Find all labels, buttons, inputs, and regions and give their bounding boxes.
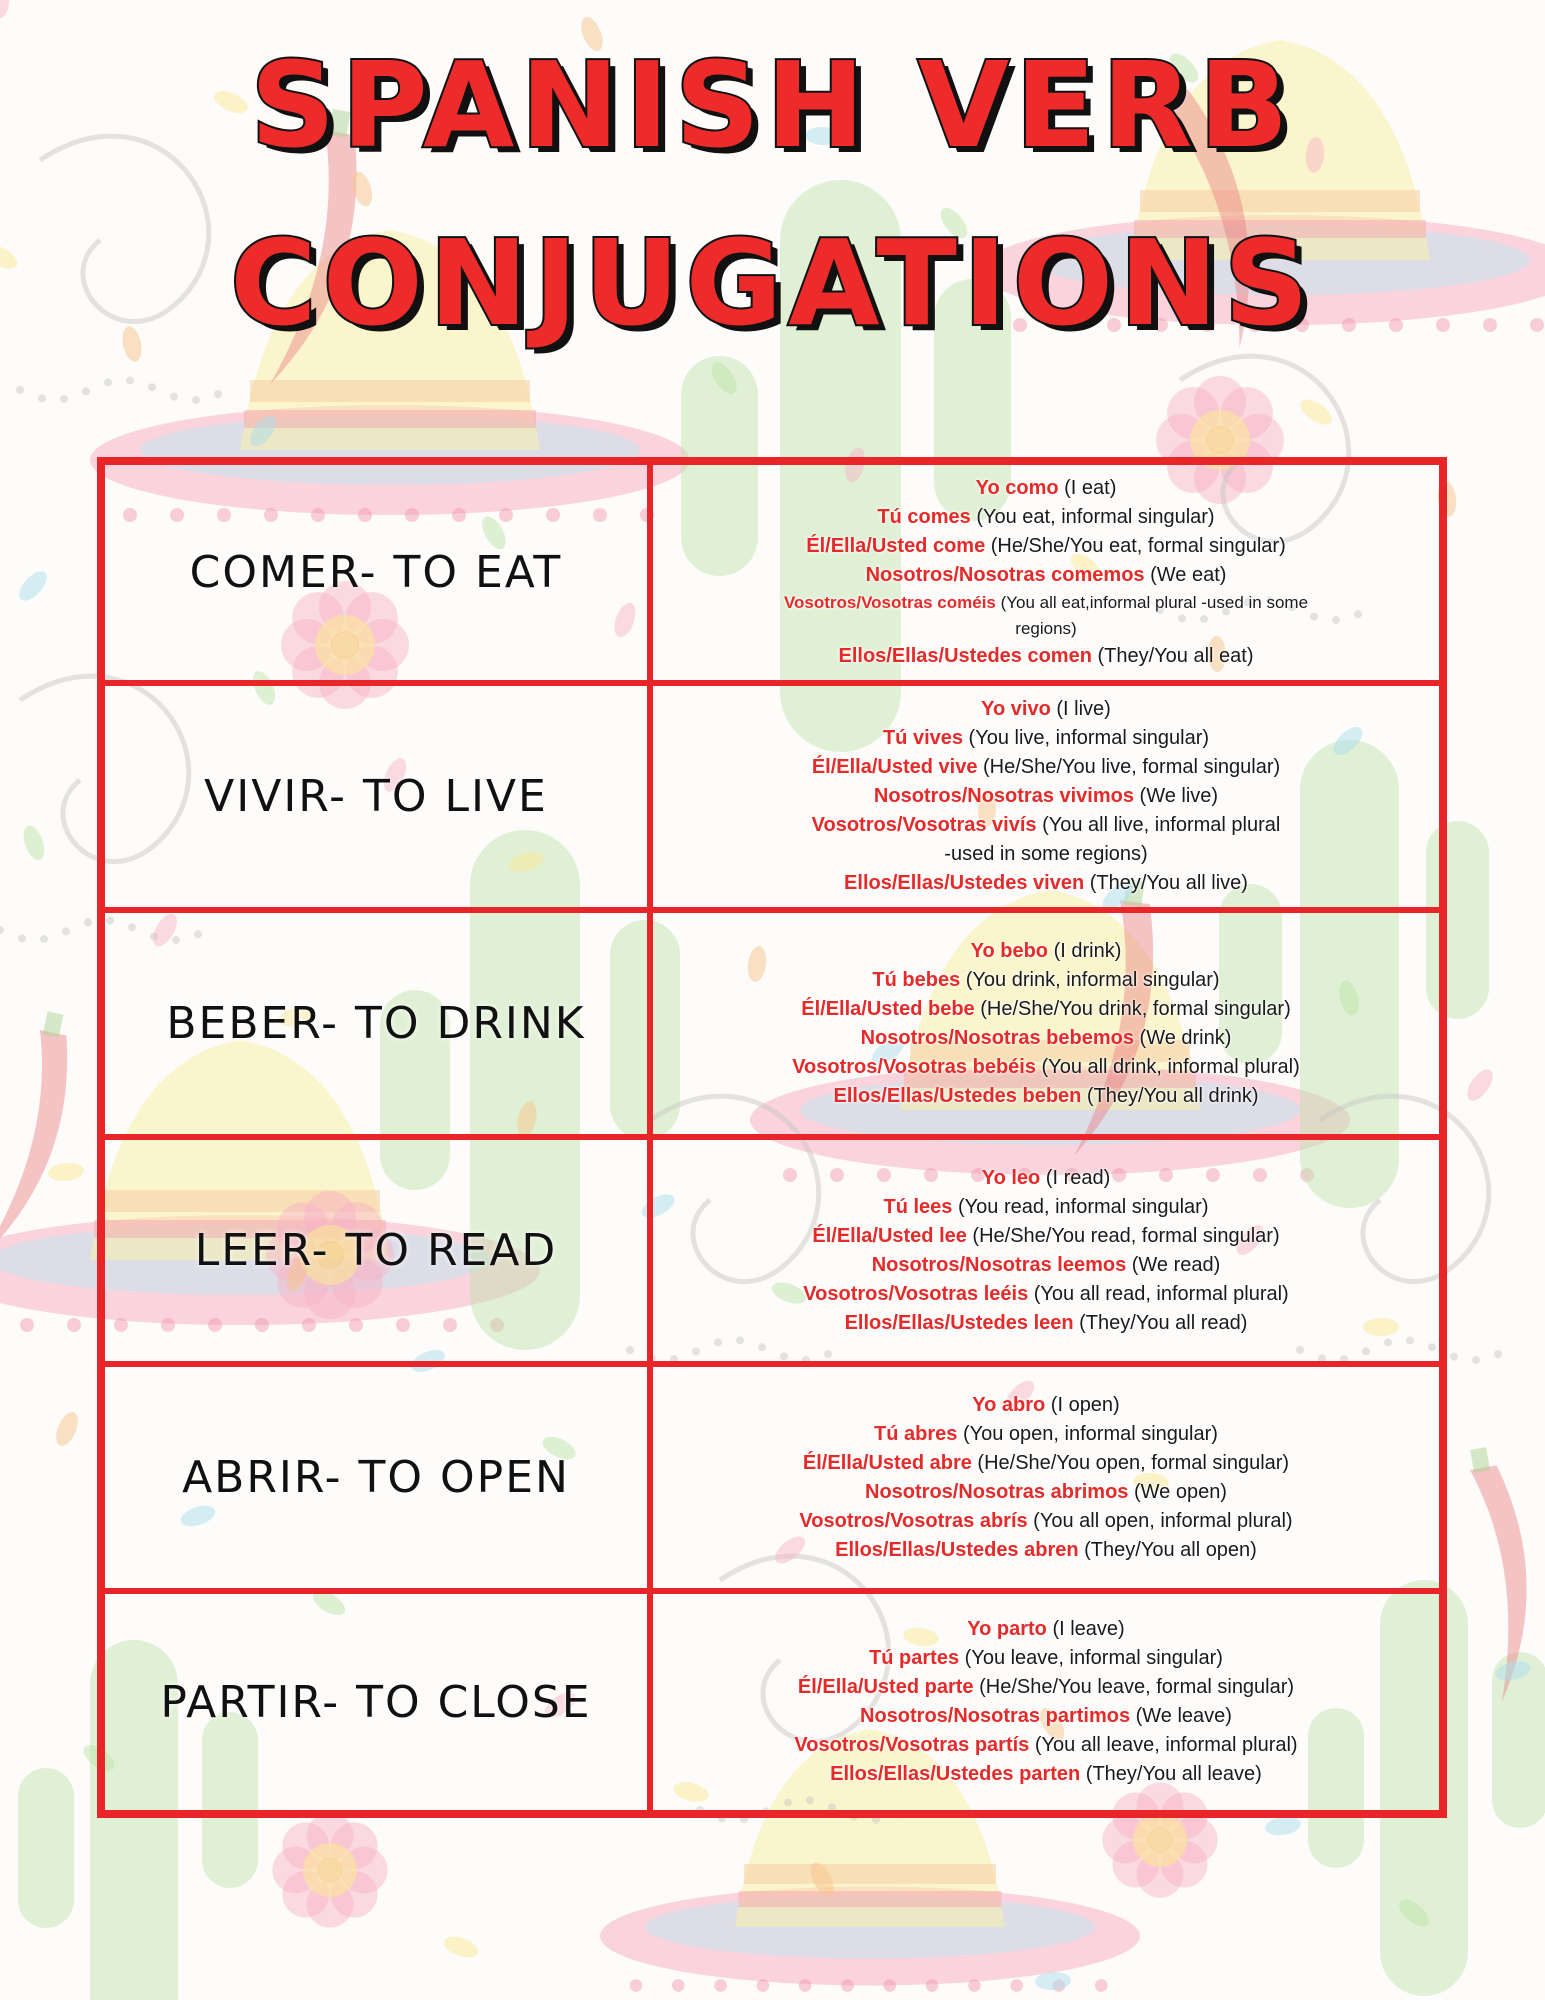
spanish-form: Tú vives [882,727,963,749]
conjugation-line [976,474,1117,503]
english-gloss: (You read, informal singular) [952,1195,1209,1218]
conjugation-line [812,811,1281,840]
spanish-form: Tú lees [883,1195,953,1218]
verb-cell [102,462,650,683]
english-gloss: (You all eat,informal plural -used in some [995,593,1309,612]
conjugation-line [865,1478,1227,1507]
english-gloss: (He/She/You live, formal singular) [977,756,1281,778]
spanish-form: Él/Ella/Usted lee [812,1224,967,1247]
spanish-form: Tú partes [869,1647,960,1669]
spanish-form: Yo parto [967,1618,1047,1640]
spanish-form: Ellos/Ellas/Ustedes parten [830,1763,1081,1785]
title-line-2: CONJUGATIONS [230,214,1315,352]
english-gloss: (They/You all eat) [1091,645,1254,667]
spanish-form: Yo leo [981,1166,1041,1189]
title-line-1: SPANISH VERB [250,36,1295,174]
spanish-form: Él/Ella/Usted bebe [801,997,975,1020]
english-gloss: (We leave) [1130,1705,1232,1727]
verb-name: VIVIR- TO LIVE [204,771,548,822]
conjugation-line [798,1673,1294,1702]
verb-cell [102,1137,650,1364]
english-gloss: (He/She/You read, formal singular) [966,1224,1280,1247]
verb-name: LEER- TO READ [194,1225,558,1276]
conjugation-line [835,1536,1257,1565]
conjugation-cell [650,683,1442,910]
conjugation-line [803,1449,1289,1478]
conjugation-line [874,1420,1218,1449]
english-gloss: (We live) [1133,785,1219,807]
english-gloss: (You open, informal singular) [957,1422,1218,1445]
verb-cell [102,683,650,910]
conjugation-line [860,1702,1232,1731]
conjugation-line [866,561,1227,590]
english-gloss: (You leave, informal singular) [959,1647,1223,1669]
spanish-form: Ellos/Ellas/Ustedes viven [844,872,1085,894]
english-gloss: (They/You all live) [1084,872,1248,894]
english-gloss: (He/She/You drink, formal singular) [974,997,1291,1020]
conjugation-line [872,1251,1221,1280]
conjugation-line [944,840,1147,869]
spanish-form: Yo como [975,477,1059,499]
conjugation-line [830,1760,1262,1789]
spanish-form: Nosotros/Nosotras vivimos [873,785,1134,807]
verb-name: PARTIR- TO CLOSE [160,1676,592,1728]
conjugation-line [883,724,1209,753]
english-gloss: (He/She/You leave, formal singular) [973,1676,1295,1698]
conjugation-line [982,1164,1111,1193]
conjugation-line [874,782,1218,811]
conjugation-line [1015,616,1076,642]
spanish-form: Nosotros/Nosotras bebemos [860,1026,1134,1049]
conjugation-line [972,1391,1119,1420]
english-gloss: (I read) [1040,1166,1111,1189]
conjugation-line [861,1024,1232,1053]
conjugation-cell [650,1591,1442,1813]
spanish-form: Vosotros/Vosotras vivís [811,814,1037,836]
conjugation-line [845,1309,1248,1338]
verb-cell [102,1591,650,1813]
conjugation-cell [650,910,1442,1137]
english-gloss: (We read) [1126,1253,1221,1276]
english-gloss: (I leave) [1046,1618,1125,1640]
english-gloss: (He/She/You eat, formal singular) [985,535,1286,557]
english-gloss: (They/You all leave) [1080,1763,1262,1785]
conjugation-cell [650,462,1442,683]
english-gloss: (We drink) [1133,1026,1232,1049]
english-gloss: (I drink) [1048,939,1122,962]
verb-name: COMER- TO EAT [189,547,563,598]
conjugation-line [794,1731,1297,1760]
english-gloss: regions) [1015,619,1077,638]
spanish-form: Ellos/Ellas/Ustedes leen [844,1311,1074,1334]
spanish-form: Ellos/Ellas/Ustedes abren [835,1538,1079,1561]
conjugation-line [803,1280,1288,1309]
spanish-form: Nosotros/Nosotras partimos [860,1705,1131,1727]
spanish-form: Yo vivo [981,698,1051,720]
conjugation-line [806,532,1286,561]
conjugation-line [838,642,1253,671]
english-gloss: (They/You all drink) [1081,1084,1259,1107]
spanish-form: Nosotros/Nosotras abrimos [865,1480,1129,1503]
english-gloss: (I eat) [1058,477,1117,499]
conjugation-line [981,695,1111,724]
conjugation-line [967,1615,1124,1644]
spanish-form: Vosotros/Vosotras coméis [783,593,996,612]
spanish-form: Vosotros/Vosotras leéis [803,1282,1029,1305]
verb-name: BEBER- TO DRINK [166,998,586,1049]
conjugation-line [971,937,1122,966]
spanish-form: Él/Ella/Usted vive [811,756,978,778]
verb-name: ABRIR- TO OPEN [182,1452,570,1503]
conjugation-line [812,1222,1279,1251]
verb-cell [102,910,650,1137]
spanish-form: Nosotros/Nosotras leemos [871,1253,1127,1276]
english-gloss: (You drink, informal singular) [960,968,1220,991]
english-gloss: (They/You all read) [1073,1311,1248,1334]
english-gloss: (They/You all open) [1078,1538,1257,1561]
spanish-form: Yo abro [972,1393,1046,1416]
english-gloss: -used in some regions) [944,843,1148,865]
english-gloss: (You all open, informal plural) [1027,1509,1293,1532]
english-gloss: (You eat, informal singular) [970,506,1215,528]
conjugation-cell [650,1364,1442,1591]
spanish-form: Ellos/Ellas/Ustedes comen [838,645,1092,667]
spanish-form: Tú abres [874,1422,958,1445]
english-gloss: (He/She/You open, formal singular) [971,1451,1290,1474]
conjugation-line [884,1193,1209,1222]
conjugation-line [792,1053,1300,1082]
english-gloss: (You all read, informal plural) [1028,1282,1289,1305]
english-gloss: (You live, informal singular) [963,727,1210,749]
english-gloss: (We eat) [1144,564,1227,586]
spanish-form: Vosotros/Vosotras partís [794,1734,1030,1756]
spanish-form: Tú bebes [872,968,961,991]
conjugation-line [812,753,1280,782]
conjugation-line [872,966,1219,995]
spanish-form: Yo bebo [970,939,1049,962]
spanish-form: Tú comes [877,506,971,528]
spanish-form: Él/Ella/Usted come [806,535,986,557]
conjugation-cell [650,1137,1442,1364]
spanish-form: Ellos/Ellas/Ustedes beben [833,1084,1082,1107]
english-gloss: (I open) [1045,1393,1120,1416]
conjugation-table [97,457,1447,1818]
conjugation-line [877,503,1214,532]
spanish-form: Vosotros/Vosotras abrís [799,1509,1028,1532]
spanish-form: Nosotros/Nosotras comemos [865,564,1145,586]
conjugation-line [869,1644,1223,1673]
conjugation-line [799,1507,1292,1536]
conjugation-line [801,995,1290,1024]
english-gloss: (I live) [1050,698,1111,720]
conjugation-line [844,869,1248,898]
spanish-form: Vosotros/Vosotras bebéis [792,1055,1036,1078]
spanish-form: Él/Ella/Usted abre [802,1451,972,1474]
english-gloss: (You all leave, informal plural) [1029,1734,1298,1756]
english-gloss: (You all live, informal plural [1036,814,1281,836]
conjugation-line [834,1082,1259,1111]
verb-cell [102,1364,650,1591]
english-gloss: (We open) [1128,1480,1227,1503]
conjugation-line [784,590,1308,616]
english-gloss: (You all drink, informal plural) [1035,1055,1300,1078]
spanish-form: Él/Ella/Usted parte [797,1676,974,1698]
